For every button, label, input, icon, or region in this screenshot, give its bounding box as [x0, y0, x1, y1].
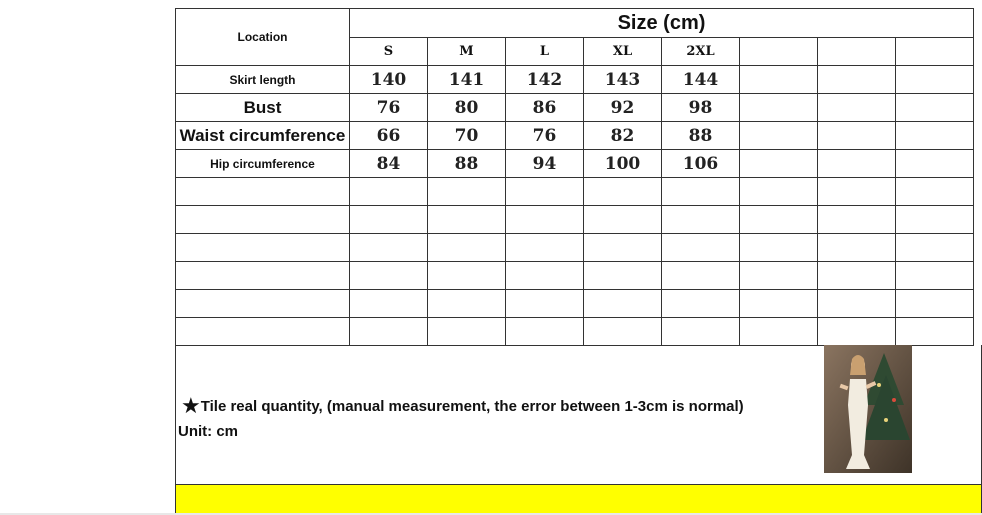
left-margin [0, 0, 175, 515]
value-cell [740, 94, 818, 122]
value-cell [818, 66, 896, 94]
value-cell: 70 [428, 122, 506, 150]
size-cell [896, 38, 974, 66]
value-cell [818, 150, 896, 178]
size-cell [818, 38, 896, 66]
value-cell: 66 [350, 122, 428, 150]
dress-photo-icon [824, 345, 912, 473]
value-cell: 92 [584, 94, 662, 122]
size-cell: L [506, 38, 584, 66]
location-header [176, 9, 350, 66]
size-table [175, 8, 974, 346]
value-cell: 98 [662, 94, 740, 122]
value-cell [818, 94, 896, 122]
size-cell: XL [584, 38, 662, 66]
empty-row [176, 178, 974, 206]
empty-row [176, 290, 974, 318]
measurement-note [181, 393, 744, 419]
value-cell: 142 [506, 66, 584, 94]
value-cell: 82 [584, 122, 662, 150]
row-label: Hip circumference [176, 150, 350, 178]
table-row [176, 66, 974, 94]
value-cell [896, 66, 974, 94]
product-photo [824, 345, 912, 473]
highlight-bar [175, 484, 982, 514]
size-cell [740, 38, 818, 66]
value-cell [740, 122, 818, 150]
value-cell [896, 94, 974, 122]
size-chart-sheet [175, 0, 982, 513]
empty-row [176, 206, 974, 234]
value-cell: 100 [584, 150, 662, 178]
empty-row [176, 234, 974, 262]
row-label: Bust [176, 94, 350, 122]
empty-row [176, 318, 974, 346]
row-label: Skirt length [176, 66, 350, 94]
value-cell [740, 150, 818, 178]
value-cell: 141 [428, 66, 506, 94]
value-cell: 144 [662, 66, 740, 94]
size-title: Size (cm) [617, 11, 706, 34]
location-label: Location [237, 30, 288, 44]
table-row [176, 122, 974, 150]
value-cell: 88 [662, 122, 740, 150]
star-icon: ★ [181, 393, 201, 418]
value-cell: 88 [428, 150, 506, 178]
value-cell: 76 [506, 122, 584, 150]
value-cell: 80 [428, 94, 506, 122]
value-cell [896, 150, 974, 178]
value-cell: 143 [584, 66, 662, 94]
value-cell: 106 [662, 150, 740, 178]
value-cell [740, 66, 818, 94]
value-cell: 94 [506, 150, 584, 178]
size-cell: S [350, 38, 428, 66]
size-cell: M [428, 38, 506, 66]
size-header [350, 9, 974, 38]
value-cell: 84 [350, 150, 428, 178]
table-row [176, 94, 974, 122]
note-box [175, 345, 982, 485]
table-row [176, 150, 974, 178]
note-text: Tile real quantity, (manual measurement, the error between 1-3cm is normal) [200, 398, 744, 415]
empty-row [176, 262, 974, 290]
value-cell: 140 [350, 66, 428, 94]
unit-label: Unit: cm [178, 423, 238, 440]
value-cell: 86 [506, 94, 584, 122]
row-label: Waist circumference [176, 122, 350, 150]
value-cell: 76 [350, 94, 428, 122]
size-cell: 2XL [662, 38, 740, 66]
value-cell [896, 122, 974, 150]
value-cell [818, 122, 896, 150]
